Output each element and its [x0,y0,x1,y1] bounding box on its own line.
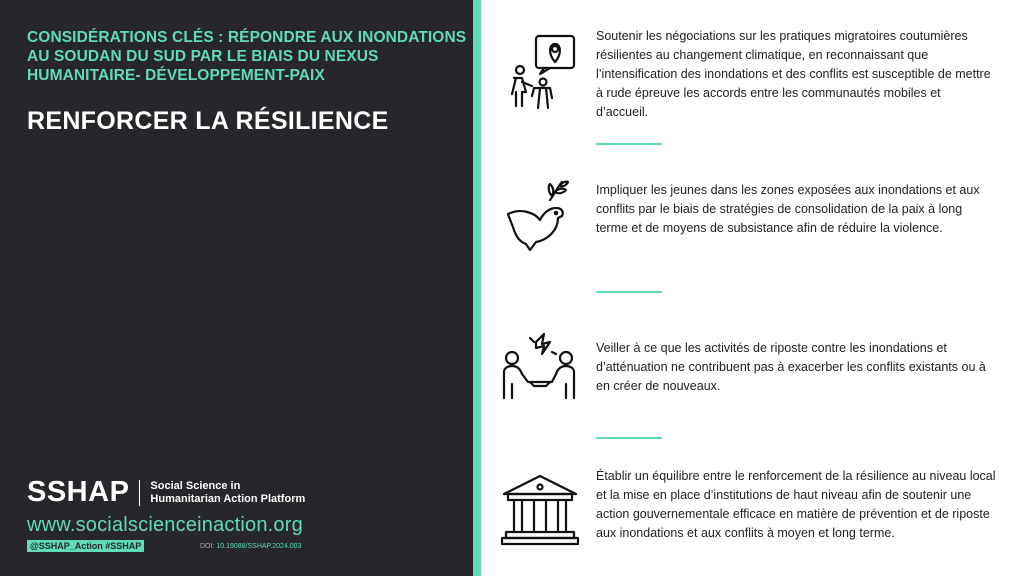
migration-location-icon [500,32,580,112]
conflict-handshake-icon [500,328,580,408]
divider-3 [596,437,662,439]
doi-link[interactable]: 10.19088/SSHAP.2024.003 [216,543,302,550]
consideration-text-4: Établir un équilibre entre le renforcement de la résilience au niveau local et la mise en place d’institutions de haut niveau afin de soutenir une action gouvernementale efficace en matière de prévention et de riposte aux inondations et aux conflits à moyen et long terme. [596,469,996,540]
logo-subtitle-line2: Humanitarian Action Platform [150,492,306,505]
logo-subtitle-line1: Social Science in [150,479,241,492]
logo-divider [139,480,140,506]
divider-1 [596,143,662,145]
consideration-text-3: Veiller à ce que les activités de riposte contre les inondations et d’atténuation ne contribuent pas à exacerber les conflits existants ou à en créer de nouveaux. [596,341,986,393]
logo-subtitle [150,480,305,506]
left-panel [0,0,473,576]
consideration-text-1: Soutenir les négociations sur les pratiques migratoires coutumières résilientes au changement climatique, en reconnaissant que l’intensification des inondations et des conflits est susceptible de mettre à rude épreuve les accords entre les communautés mobiles et d’accueil. [596,29,991,119]
website-link[interactable]: www.socialscienceinaction.org [27,514,303,536]
page-title: RENFORCER LA RÉSILIENCE [27,107,389,135]
divider-2 [596,291,662,293]
kicker-title: CONSIDÉRATIONS CLÉS : RÉPONDRE AUX INONDATIONS AU SOUDAN DU SUD PAR LE BIAIS DU NEXUS HUMANITAIRE- DÉVELOPPEMENT-PAIX [27,29,467,84]
peace-dove-icon [500,178,580,258]
logo-wordmark: SSHAP [27,476,130,508]
social-tag: @SSHAP_Action #SSHAP [27,540,144,552]
institution-building-icon [500,472,580,552]
accent-stripe [473,0,481,576]
consideration-text-2: Impliquer les jeunes dans les zones exposées aux inondations et aux conflits par le biais de stratégies de consolidation de la paix à long terme et de moyens de subsistance afin de réduire la violence. [596,183,980,235]
doi-label: DOI: [200,543,215,550]
doi-reference [200,543,301,550]
sshap-logo [27,476,305,509]
